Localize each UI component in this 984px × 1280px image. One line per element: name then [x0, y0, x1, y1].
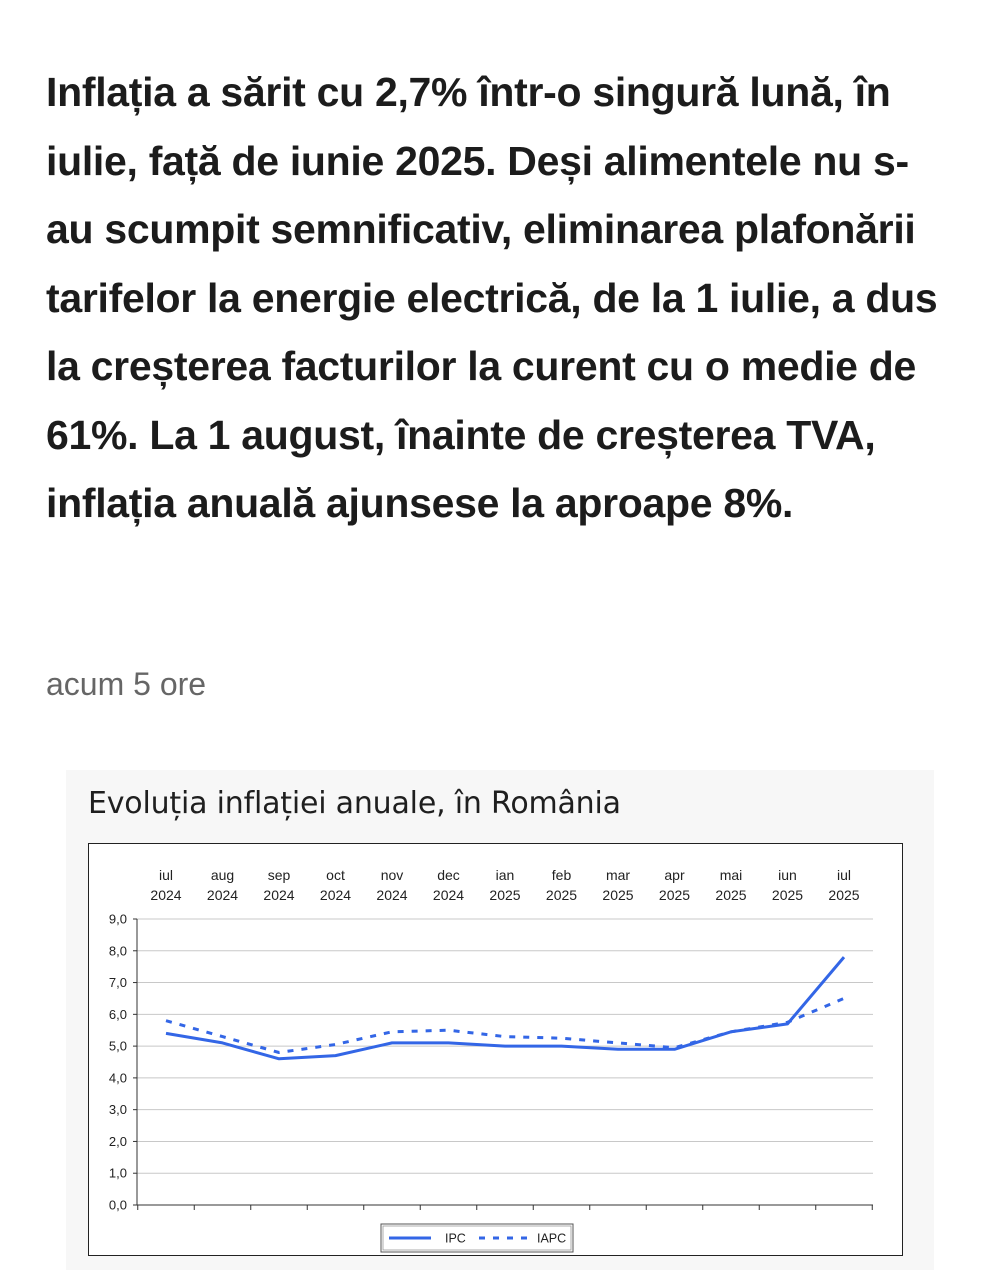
x-category-month: iul [158, 867, 174, 883]
article-body: Inflația a sărit cu 2,7% într-o singură lună, în iulie, față de iunie 2025. Deși alimentele nu s-au scumpit semnificativ, eliminarea plafonării tarifelor la energie electrică, de la 1 iulie, a dus la creșterea facturilor la curent cu o medie de 61%. La 1 august, înainte de creșterea TVA, inflația anuală ajunsese la aproape 8%. [46, 69, 938, 526]
x-category-month: feb [551, 867, 572, 883]
x-category-month: nov [380, 867, 404, 883]
y-tick-label: 5,0 [108, 1038, 127, 1054]
series-line-ipc [166, 957, 844, 1059]
x-category-year: 2025 [828, 887, 860, 903]
x-category-month: oct [326, 867, 345, 883]
y-tick-label: 7,0 [108, 975, 127, 991]
x-category-month: aug [210, 867, 235, 883]
y-tick-label: 9,0 [108, 911, 127, 927]
x-category-year: 2024 [263, 887, 295, 903]
x-category-month: apr [664, 867, 685, 883]
y-tick-label: 6,0 [108, 1006, 127, 1022]
y-tick-label: 2,0 [108, 1133, 127, 1149]
article-timestamp: acum 5 ore [46, 666, 207, 702]
y-tick-label: 1,0 [108, 1165, 127, 1181]
x-category-month: mai [719, 867, 743, 883]
chart-title: Evoluția inflației anuale, în România [88, 786, 621, 821]
x-category-year: 2024 [432, 887, 465, 903]
x-category-year: 2025 [658, 887, 691, 903]
legend-label-ipc: IPC [445, 1231, 466, 1246]
x-category-month: dec [437, 867, 460, 883]
chart-frame [88, 843, 903, 1256]
x-category-month: iun [778, 867, 797, 883]
x-category-year: 2025 [602, 887, 634, 903]
y-tick-label: 0,0 [108, 1197, 127, 1213]
series-line-iapc [166, 998, 844, 1052]
x-category-month: mar [605, 867, 631, 883]
x-category-month: ian [495, 867, 515, 883]
y-tick-label: 8,0 [108, 943, 127, 959]
x-category-year: 2024 [319, 887, 352, 903]
legend-label-iapc: IAPC [537, 1231, 567, 1246]
chart-svg [89, 844, 901, 1254]
x-category-year: 2025 [771, 887, 804, 903]
y-tick-label: 3,0 [108, 1102, 127, 1118]
x-category-year: 2025 [489, 887, 521, 903]
x-category-year: 2024 [150, 887, 182, 903]
x-category-month: iul [836, 867, 852, 883]
x-category-month: sep [267, 867, 291, 883]
x-category-year: 2024 [376, 887, 408, 903]
y-tick-label: 4,0 [108, 1070, 127, 1086]
x-category-year: 2025 [715, 887, 747, 903]
x-category-year: 2024 [206, 887, 239, 903]
x-category-year: 2025 [545, 887, 578, 903]
